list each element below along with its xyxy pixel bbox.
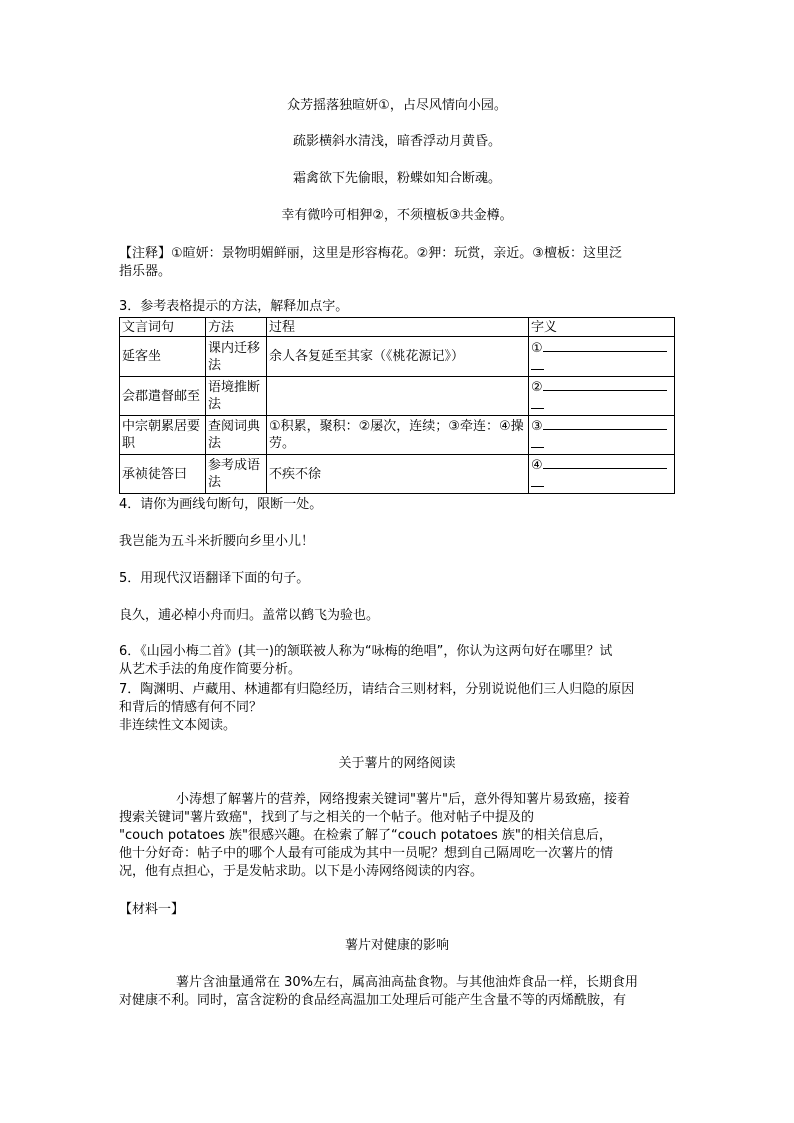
question-7-line-2: 和背后的情感有何不同？ <box>119 700 263 715</box>
answer-marker: ② <box>531 380 543 395</box>
process-cell <box>267 377 529 416</box>
question-6-line-2: 从艺术手法的角度作简要分析。 <box>119 662 302 677</box>
answer-blank <box>531 396 544 409</box>
answer-marker: ③ <box>531 419 543 434</box>
article-paragraph-line: 况，他有点担心，于是发帖求助。以下是小涛网络阅读的内容。 <box>119 864 484 879</box>
word-cell: 中宗朝累居要职 <box>120 416 206 455</box>
poem-line-2: 疏影横斜水清浅，暗香浮动月黄昏。 <box>292 134 501 149</box>
question-4-sentence: 我岂能为五斗米折腰向乡里小儿！ <box>119 534 315 549</box>
question-5-title: 5．用现代汉语翻译下面的句子。 <box>119 571 310 586</box>
answer-blank <box>531 357 544 370</box>
method-cell: 语境推断法 <box>206 377 267 416</box>
header-cell: 方法 <box>206 318 267 337</box>
process-cell: 余人各复延至其家（《桃花源记》） <box>267 337 529 377</box>
annotation-line-2: 指乐器。 <box>119 264 172 279</box>
answer-cell[interactable] <box>529 416 675 455</box>
table-row <box>120 455 675 494</box>
process-cell: 不疾不徐 <box>267 455 529 494</box>
annotation-line-1: 【注释】①暄妍：景物明媚鲜丽，这里是形容梅花。②狎：玩赏，亲近。③檀板：这里泛 <box>119 246 622 261</box>
word-cell: 延客坐 <box>120 337 206 377</box>
answer-blank <box>531 474 544 487</box>
answer-cell[interactable] <box>529 337 675 377</box>
material-1-label: 【材料一】 <box>119 902 185 917</box>
answer-cell[interactable] <box>529 455 675 494</box>
material-1-paragraph-line: 对健康不利。同时，富含淀粉的食品经高温加工处理后可能产生含量不等的丙烯酰胺，有 <box>119 993 627 1008</box>
question-7-line-1: 7．陶渊明、卢藏用、林逋都有归隐经历，请结合三则材料，分别说说他们三人归隐的原因 <box>119 682 635 697</box>
answer-cell[interactable] <box>529 377 675 416</box>
method-cell: 课内迁移法 <box>206 337 267 377</box>
answer-blank <box>543 417 667 430</box>
answer-blank <box>543 456 667 469</box>
question-4-title: 4．请你为画线句断句，限断一处。 <box>119 497 323 512</box>
article-paragraph-line: 小涛想了解薯片的营养，网络搜索关键词"薯片"后，意外得知薯片易致癌，接着 <box>176 792 630 807</box>
table-row <box>120 416 675 455</box>
answer-blank <box>543 339 667 352</box>
header-cell: 文言词句 <box>120 318 206 337</box>
article-paragraph-line: 搜索关键词"薯片致癌"，找到了与之相关的一个帖子。他对帖子中提及的 <box>119 810 534 825</box>
answer-blank <box>531 435 544 448</box>
question-5-sentence: 良久，逋必棹小舟而归。盖常以鹤飞为验也。 <box>119 608 380 623</box>
header-cell: 过程 <box>267 318 529 337</box>
method-cell: 参考成语法 <box>206 455 267 494</box>
table-row <box>120 337 675 377</box>
header-cell: 字义 <box>529 318 675 337</box>
word-cell: 承祯徒答曰 <box>120 455 206 494</box>
method-table <box>119 317 675 494</box>
process-cell: ①积累，聚积：②屡次，连续；③牵连：④操劳。 <box>267 416 529 455</box>
method-cell: 查阅词典法 <box>206 416 267 455</box>
question-3-title: 3．参考表格提示的方法，解释加点字。 <box>119 299 349 314</box>
table-row <box>120 377 675 416</box>
answer-marker: ① <box>531 340 543 356</box>
material-1-title: 薯片对健康的影响 <box>344 938 449 953</box>
article-paragraph-line: 他十分好奇：帖子中的哪个人最有可能成为其中一员呢？想到自己隔周吃一次薯片的情 <box>119 846 614 861</box>
poem-line-3: 霜禽欲下先偷眼，粉蝶如知合断魂。 <box>292 171 501 186</box>
material-1-paragraph-line: 薯片含油量通常在 30%左右，属高油高盐食物。与其他油炸食品一样，长期食用 <box>176 975 639 990</box>
article-paragraph-line: "couch potatoes 族"很感兴趣。在检索了解了“couch potatoes 族"的相关信息后， <box>119 828 612 843</box>
section-heading: 非连续性文本阅读。 <box>119 718 237 733</box>
answer-marker: ④ <box>531 458 543 473</box>
answer-blank <box>543 378 667 391</box>
table-header-row <box>120 318 675 337</box>
poem-line-4: 幸有微吟可相狎②，不须檀板③共金樽。 <box>281 208 513 223</box>
word-cell: 会郡遣督邮至 <box>120 377 206 416</box>
article-title: 关于薯片的网络阅读 <box>338 756 456 771</box>
poem-line-1: 众芳摇落独暄妍①，占尽风情向小园。 <box>287 98 507 113</box>
question-6-line-1: 6．《山园小梅二首》(其一)的颔联被人称为“咏梅的绝唱”，你认为这两句好在哪里？试 <box>119 644 613 659</box>
